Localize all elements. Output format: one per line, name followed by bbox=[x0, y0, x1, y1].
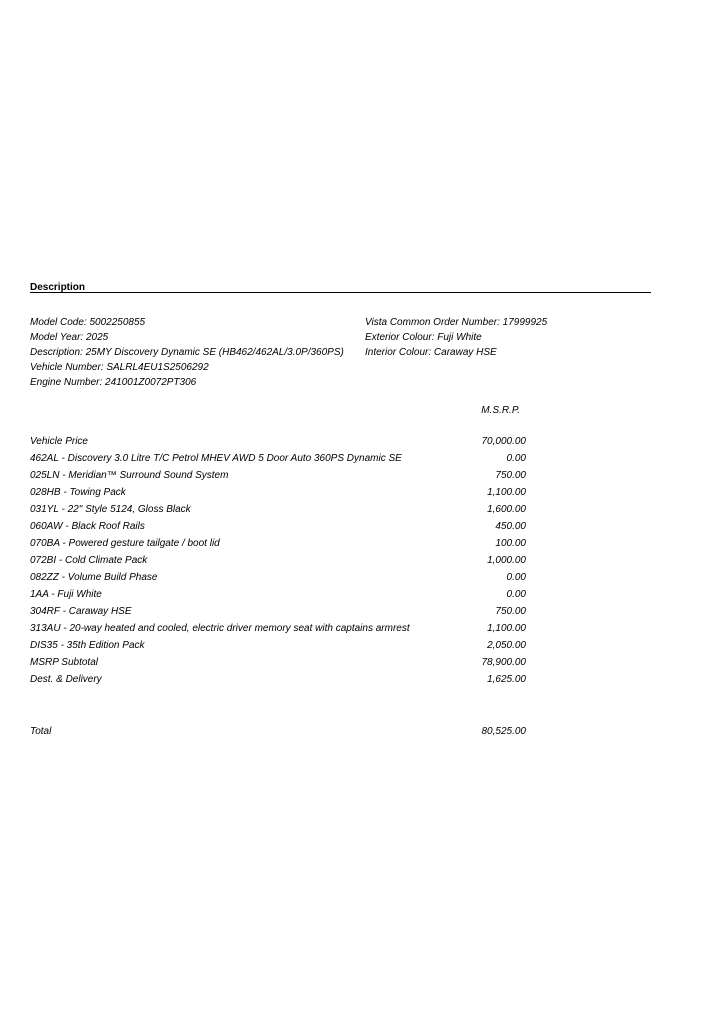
line-item-price: 100.00 bbox=[495, 538, 526, 549]
line-item bbox=[30, 606, 526, 623]
line-item bbox=[30, 521, 526, 538]
line-item bbox=[30, 538, 526, 555]
line-item-description: 025LN - Meridian™ Surround Sound System bbox=[30, 470, 229, 481]
order-number: Vista Common Order Number: 17999925 bbox=[365, 317, 548, 328]
line-item-price: 70,000.00 bbox=[481, 436, 526, 447]
line-item-price: 1,000.00 bbox=[487, 555, 526, 566]
line-item-description: MSRP Subtotal bbox=[30, 657, 98, 668]
line-item-price: 1,625.00 bbox=[487, 674, 526, 685]
line-item bbox=[30, 640, 526, 657]
section-title: Description bbox=[30, 282, 86, 293]
line-item-price: 78,900.00 bbox=[481, 657, 526, 668]
total-label: Total bbox=[30, 726, 52, 737]
line-item-description: 031YL - 22" Style 5124, Gloss Black bbox=[30, 504, 191, 515]
model-year: Model Year: 2025 bbox=[30, 332, 109, 343]
line-item bbox=[30, 623, 526, 640]
line-item-description: 070BA - Powered gesture tailgate / boot lid bbox=[30, 538, 220, 549]
line-item-description: 028HB - Towing Pack bbox=[30, 487, 126, 498]
vehicle-info-right bbox=[365, 315, 547, 360]
line-item-price: 750.00 bbox=[495, 606, 526, 617]
line-item-price: 2,050.00 bbox=[487, 640, 526, 651]
delivery-row bbox=[30, 674, 526, 691]
line-item-description: 304RF - Caraway HSE bbox=[30, 606, 132, 617]
line-item-description: 1AA - Fuji White bbox=[30, 589, 102, 600]
line-item-description: Vehicle Price bbox=[30, 436, 88, 447]
line-item-price: 1,100.00 bbox=[487, 623, 526, 634]
total-price: 80,525.00 bbox=[481, 726, 526, 737]
line-item bbox=[30, 436, 526, 453]
interior-colour: Interior Colour: Caraway HSE bbox=[365, 347, 497, 358]
vehicle-info-left bbox=[30, 315, 344, 390]
msrp-subtotal-row bbox=[30, 657, 526, 674]
engine-number: Engine Number: 241001Z0072PT306 bbox=[30, 377, 197, 388]
line-item bbox=[30, 453, 526, 470]
line-item-description: DIS35 - 35th Edition Pack bbox=[30, 640, 145, 651]
line-item bbox=[30, 572, 526, 589]
line-item-description: 313AU - 20-way heated and cooled, electric driver memory seat with captains armrest bbox=[30, 623, 410, 634]
line-item bbox=[30, 487, 526, 504]
line-item-price: 450.00 bbox=[495, 521, 526, 532]
total-row bbox=[30, 726, 526, 740]
line-item-price: 750.00 bbox=[495, 470, 526, 481]
line-item-price: 0.00 bbox=[506, 572, 526, 583]
line-item bbox=[30, 555, 526, 572]
exterior-colour: Exterior Colour: Fuji White bbox=[365, 332, 482, 343]
msrp-column-header: M.S.R.P. bbox=[481, 405, 520, 416]
line-item-price: 0.00 bbox=[506, 589, 526, 600]
model-description: Description: 25MY Discovery Dynamic SE (HB462/462AL/3.0P/360PS) bbox=[30, 347, 344, 358]
line-item-description: Dest. & Delivery bbox=[30, 674, 102, 685]
line-item-price: 0.00 bbox=[506, 453, 526, 464]
line-item bbox=[30, 589, 526, 606]
line-item-description: 072BI - Cold Climate Pack bbox=[30, 555, 148, 566]
model-code: Model Code: 5002250855 bbox=[30, 317, 146, 328]
line-item-description: 060AW - Black Roof Rails bbox=[30, 521, 145, 532]
line-item-description: 082ZZ - Volume Build Phase bbox=[30, 572, 158, 583]
line-item-description: 462AL - Discovery 3.0 Litre T/C Petrol MHEV AWD 5 Door Auto 360PS Dynamic SE bbox=[30, 453, 402, 464]
line-item bbox=[30, 470, 526, 487]
section-divider bbox=[30, 292, 651, 293]
line-item-price: 1,600.00 bbox=[487, 504, 526, 515]
line-item bbox=[30, 504, 526, 521]
vehicle-number: Vehicle Number: SALRL4EU1S2506292 bbox=[30, 362, 209, 373]
line-item-price: 1,100.00 bbox=[487, 487, 526, 498]
price-line-items bbox=[30, 436, 526, 691]
